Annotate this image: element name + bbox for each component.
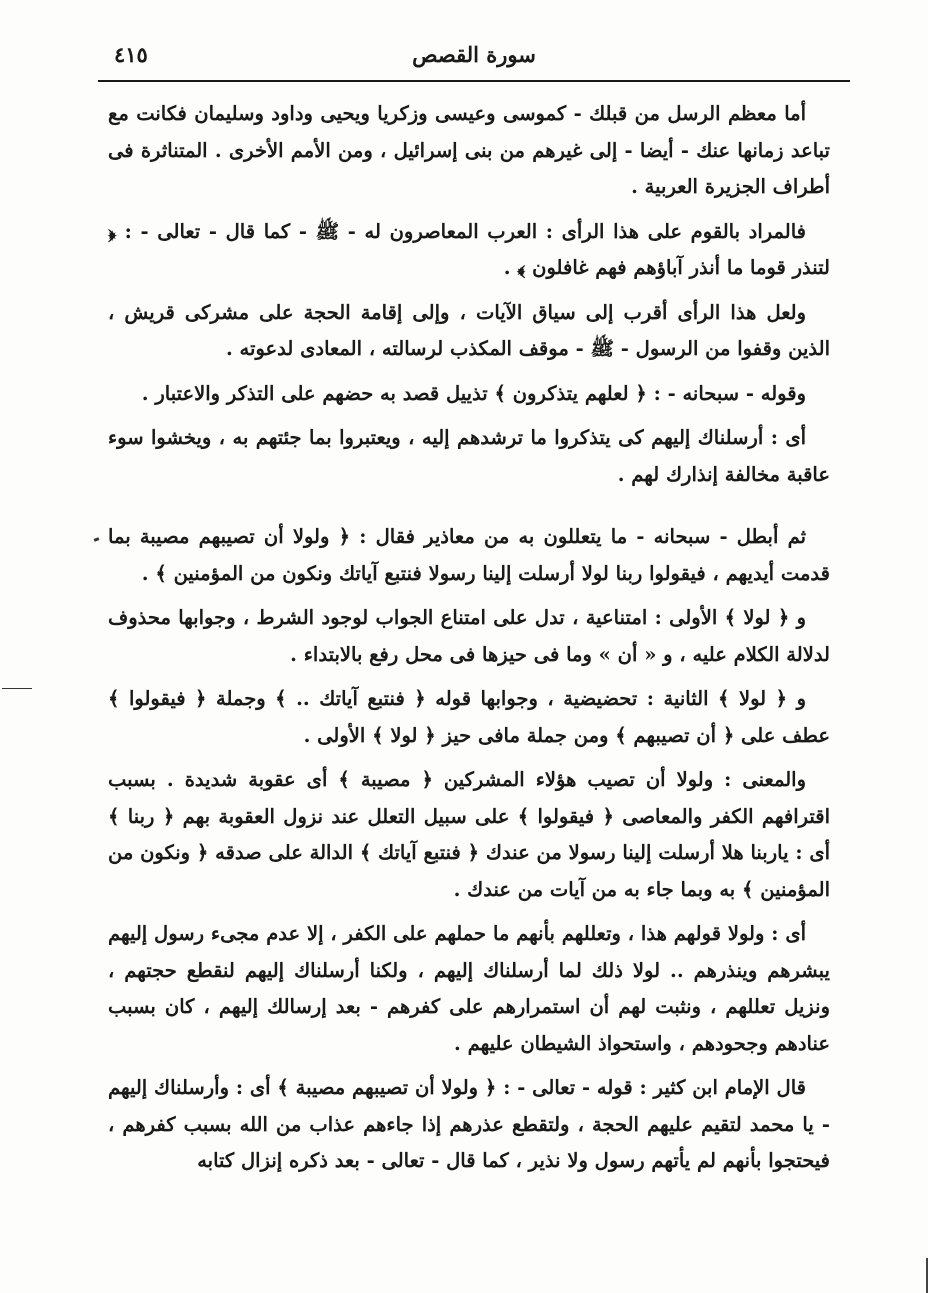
paragraph-10: أى : ولولا قولهم هذا ، وتعللهم بأنهم ما حملهم على الكفر ، إلا عدم مجىء رسول إليهم يبشرهم وينذرهم .. لولا ذلك لما أرسلناك إليهم ، ولكنا أرسلناك إليهم لنقطع حجتهم ، ونزيل تعللهم ، ونثبت لهم أن استمرارهم على كفرهم - بعد إرسالك إليهم ، كان بسبب عنادهم وجحودهم ، واستحواذ الشيطان عليهم . [108, 922, 830, 1055]
paragraph-6: ثم أبطل - سبحانه - ما يتعللون به من معاذير فقال : ﴿ ولولا أن تصيبهم مصيبة بما قدمت أيديهم ، فيقولوا ربنا لولا أرسلت إلينا رسولا فنتبع آياتك ونكون من المؤمنين ﴾ . [108, 525, 830, 585]
surah-title: سورة القصص [412, 42, 536, 67]
tafsir-text [108, 96, 830, 1180]
paragraph-9: والمعنى : ولولا أن تصيب هؤلاء المشركين ﴿ مصيبة ﴾ أى عقوبة شديدة . بسبب اقترافهم الكفر والمعاصى ﴿ فيقولوا ﴾ على سبيل التعلل عند نزول العقوبة بهم ﴿ ربنا ﴾ أى : ياربنا هلا أرسلت إلينا رسولا من عندك ﴿ فنتبع آياتك ﴾ الدالة على صدقه ﴿ ونكون من المؤمنين ﴾ به وبما جاء به من آيات من عندك . [108, 768, 830, 901]
paragraph-5: أى : أرسلناك إليهم كى يتذكروا ما ترشدهم إليه ، ويعتبروا بما جئتهم به ، ويخشوا سوء عاقبة مخالفة إنذارك لهم . [108, 426, 830, 486]
paragraph-3: ولعل هذا الرأى أقرب إلى سياق الآيات ، وإلى إقامة الحجة على مشركى قريش ، الذين وقفوا من الرسول - ﷺ - موقف المكذب لرسالته ، المعادى لدعوته . [108, 300, 830, 360]
paragraph-8: و ﴿ لولا ﴾ الثانية : تحضيضية ، وجوابها قوله ﴿ فنتبع آياتك .. ﴾ وجملة ﴿ فيقولوا ﴾ عطف على ﴿ أن تصيبهم ﴾ ومن جملة مافى حيز ﴿ لولا ﴾ الأولى . [108, 687, 830, 747]
scan-speck [94, 537, 100, 542]
paragraph-2: فالمراد بالقوم على هذا الرأى : العرب المعاصرون له - ﷺ - كما قال - تعالى - : ﴿ لتنذر قوما ما أنذر آباؤهم فهم غافلون ﴾ . [108, 219, 830, 279]
header-divider [98, 80, 850, 82]
page-number: ٤١٥ [114, 42, 148, 67]
paragraph-7: و ﴿ لولا ﴾ الأولى : امتناعية ، تدل على امتناع الجواب لوجود الشرط ، وجوابها محذوف لدلالة الكلام عليه ، و « أن » وما فى حيزها فى محل رفع بالابتداء . [108, 606, 830, 666]
margin-mark [2, 688, 32, 689]
paragraph-4: وقوله - سبحانه - : ﴿ لعلهم يتذكرون ﴾ تذييل قصد به حضهم على التذكر والاعتبار . [141, 381, 806, 405]
paragraph-1: أما معظم الرسل من قبلك - كموسى وعيسى وزكريا ويحيى وداود وسليمان فكانت مع تباعد زمانها عنك - أيضا - إلى غيرهم من بنى إسرائيل ، ومن الأمم الأخرى . المتناثرة فى أطراف الجزيرة العربية . [108, 102, 830, 198]
paragraph-11: قال الإمام ابن كثير : قوله - تعالى - : ﴿ ولولا أن تصيبهم مصيبة ﴾ أى : وأرسلناك إليهم - يا محمد لتقيم عليهم الحجة ، ولتقطع عذرهم إذا جاءهم عذاب من الله بسبب كفرهم ، فيحتجوا بأنهم لم يأتهم رسول ولا نذير ، كما قال - تعالى - بعد ذكره إنزال كتابه [108, 1076, 830, 1172]
page-header [98, 38, 850, 84]
